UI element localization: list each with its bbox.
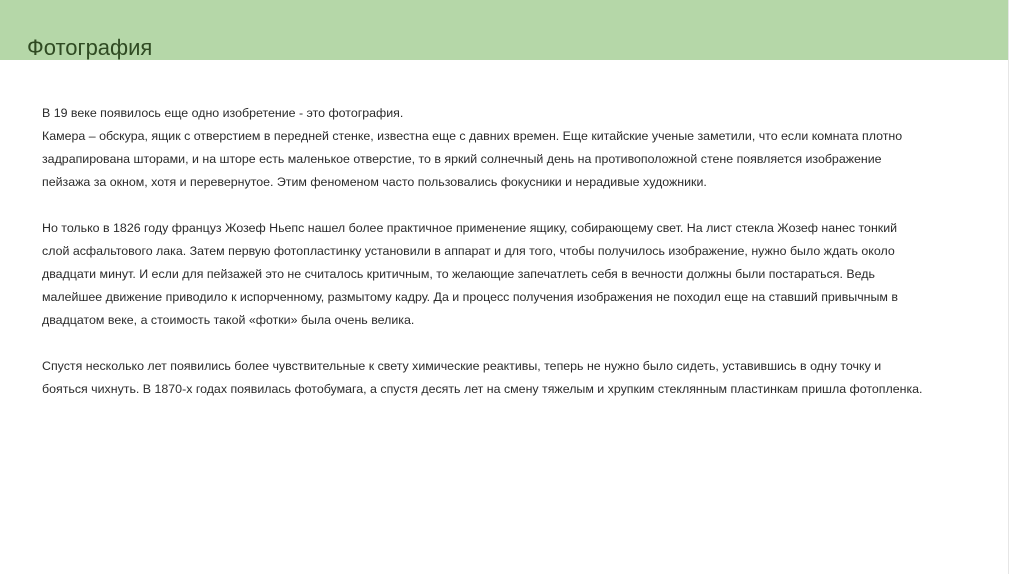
body-line: Спустя несколько лет появились более чувствительные к свету химические реактивы, теперь не нужно было сидеть, уставившись в одну точку и bbox=[42, 359, 882, 373]
paragraph-gap bbox=[42, 332, 972, 355]
slide-title: Фотография bbox=[27, 35, 153, 60]
body-line: В 19 веке появилось еще одно изобретение - это фотография. bbox=[42, 106, 404, 120]
slide-right-edge bbox=[1008, 0, 1024, 574]
body-line: Камера – обскура, ящик с отверстием в передней стенке, известна еще с давних времен. Еще китайские ученые заметили, что если комната плотно bbox=[42, 129, 903, 143]
body-line: бояться чихнуть. В 1870-х годах появилась фотобумага, а спустя десять лет на смену тяжелым и хрупким стеклянным пластинкам пришла фотопленка. bbox=[42, 382, 923, 396]
body-line: двадцати минут. И если для пейзажей это не считалось критичным, то желающие запечатлеть себя в вечности должны были постараться. Ведь bbox=[42, 267, 875, 281]
paragraph-gap bbox=[42, 194, 972, 217]
slide-body bbox=[42, 102, 972, 401]
body-line: задрапирована шторами, и на шторе есть маленькое отверстие, то в яркий солнечный день на противоположной стене появляется изображение bbox=[42, 152, 882, 166]
body-line: Но только в 1826 году француз Жозеф Ньепс нашел более практичное применение ящику, собирающему свет. На лист стекла Жозеф нанес тонкий bbox=[42, 221, 898, 235]
body-line: пейзажа за окном, хотя и перевернутое. Этим феноменом часто пользовались фокусники и нерадивые художники. bbox=[42, 175, 707, 189]
body-line: слой асфальтового лака. Затем первую фотопластинку установили в аппарат и для того, чтобы получилось изображение, нужно было ждать около bbox=[42, 244, 895, 258]
body-line: малейшее движение приводило к испорченному, размытому кадру. Да и процесс получения изображения не походил еще на ставший привычным в bbox=[42, 290, 898, 304]
body-line: двадцатом веке, а стоимость такой «фотки» была очень велика. bbox=[42, 313, 415, 327]
